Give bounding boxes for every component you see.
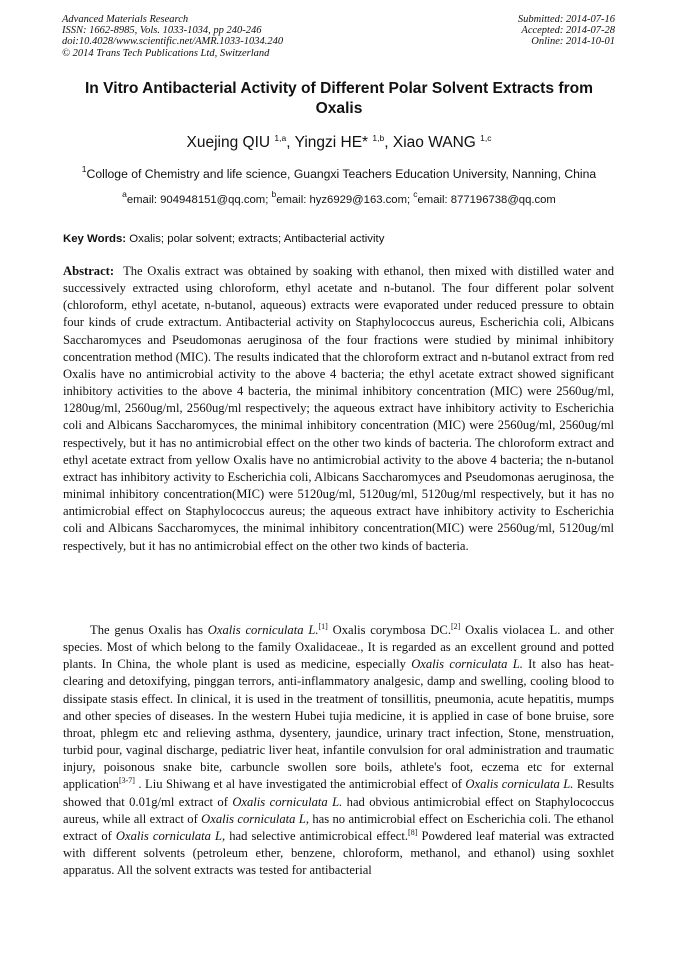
- body-text: Oxalis violacea L. and other species. Most of which belong to the family Oxalidaceae., It is regarded as an excellent ground and potted plants. In China, the whole plant is used as medicine, especially: [63, 623, 614, 672]
- author-name: Xiao WANG: [392, 134, 481, 151]
- author-name: Yingzi HE*: [294, 134, 373, 151]
- accepted-date: Accepted: 2014-07-28: [521, 25, 615, 37]
- keywords: [63, 232, 384, 247]
- email-mark: b: [271, 189, 277, 199]
- species-name: Oxalis corniculata L.: [465, 777, 574, 792]
- email-mark: c: [413, 189, 418, 199]
- issn-line: ISSN: 1662-8985, Vols. 1033-1034, pp 240-246: [62, 25, 262, 37]
- email-link[interactable]: email: 904948151@qq.com;: [126, 194, 272, 206]
- abstract-label: Abstract:: [63, 264, 115, 278]
- species-name: Oxalis corniculata L.: [411, 657, 523, 672]
- abstract: [63, 263, 618, 555]
- intro-paragraph: [63, 622, 614, 879]
- body-text: Results showed that 0.01g/ml extract of: [63, 777, 614, 809]
- keywords-text: Oxalis; polar solvent; extracts; Antibacterial activity: [126, 233, 385, 245]
- author-name: Xuejing QIU: [186, 134, 275, 151]
- author-affiliation-mark: 1,b: [372, 133, 385, 143]
- body-text: Powdered leaf material was extracted with different solvents (petroleum ether, benzene, chloroform, methanol, and ethanol) using soxhlet apparatus. All the solvent extracts was tested for antibacterial: [63, 828, 614, 878]
- body-text: Oxalis corymbosa DC.: [327, 623, 451, 637]
- doi-line: doi:10.4028/www.scientific.net/AMR.1033-1034.240: [62, 36, 284, 48]
- email-link[interactable]: email: 877196738@qq.com: [417, 194, 556, 206]
- species-name: Oxalis corniculata L.: [207, 623, 319, 637]
- author-list: [60, 134, 618, 152]
- dates-info: [518, 14, 615, 48]
- journal-name: Advanced Materials Research: [62, 14, 189, 25]
- paper-title: In Vitro Antibacterial Activity of Different Polar Solvent Extracts from Oxalis: [84, 80, 594, 117]
- body-text: had selective antimicrobical effect.: [225, 828, 409, 843]
- copyright-line: © 2014 Trans Tech Publications Ltd, Switzerland: [62, 47, 270, 59]
- citation-ref[interactable]: [2]: [450, 622, 461, 631]
- email-list: [60, 189, 618, 208]
- email-mark: a: [122, 189, 127, 199]
- body-text: . Liu Shiwang et al have investigated the antimicrobial effect of: [134, 777, 466, 792]
- keywords-label: Key Words:: [63, 233, 127, 245]
- species-name: Oxalis corniculata L,: [115, 828, 226, 843]
- author-separator: ,: [384, 134, 393, 151]
- author-affiliation-mark: 1,c: [480, 133, 492, 143]
- body-text: The genus Oxalis has: [90, 623, 208, 637]
- author-affiliation-mark: 1,a: [274, 133, 287, 143]
- email-link[interactable]: email: hyz6929@163.com;: [276, 194, 414, 206]
- affiliation: [60, 164, 618, 182]
- species-name: Oxalis corniculata L: [201, 811, 306, 826]
- citation-ref[interactable]: [3-7]: [118, 776, 135, 786]
- online-date: Online: 2014-10-01: [531, 36, 615, 48]
- affiliation-text: Colloge of Chemistry and life science, Guangxi Teachers Education University, Nanning, China: [86, 167, 597, 181]
- abstract-text: The Oxalis extract was obtained by soaking with ethanol, then mixed with distilled water and successively extracted using chloroform, ethyl acetate and n-butanol. The four different polar solvent (chloroform, ethyl acetate, n-butanol, aqueous) extracts were evaporated under reduced pressure to obtain four kinds of crude extractum. Antibacterial activity on Staphylococcus aureus, Escherichia coli, Albicans Saccharomyces and Pseudomonas aeruginosa of the four fractions were studied by minimal inhibitory concentration method (MIC). The results indicated that the chloroform extract and n-butanol extract from red Oxalis have no antimicrobial activity to the above 4 bacteria; the ethyl acetate extract showed significant inhibitory activities to the above 4 bacteria, the minimal inhibitory concentration (MIC) were 2560ug/ml, 1280ug/ml, 2560ug/ml, 2560ug/ml respectively; the aqueous extract have inhibitory activity to Escherichia coli and Albicans Saccharomyces, the minimal inhibitory concentration (MIC) were 2560ug/ml, 2560ug/ml respectively, but it has no antimicrobial effect on the other two kinds of bacteria. The chloroform extract and ethyl acetate extract from yellow Oxalis have no antimicrobial activity to the above 4 bacteria; the n-butanol extract has inhibitory activity to Escherichia coli, Albicans Saccharomyces and Pseudomonas aeruginosa, the minimal inhibitory concentration(MIC) were 5120ug/ml, 5120ug/ml, 5120ug/ml respectively, but it has no antimicrobial effect on Staphylococcus aureus; the aqueous extract have inhibitory activity to Escherichia coli and Albicans Saccharomyces, the minimal inhibitory concentration(MIC) were 2560ug/ml, 5120ug/ml respectively, but it has no antimicrobial effect on the other two kinds of bacteria.: [63, 264, 618, 553]
- submitted-date: Submitted: 2014-07-16: [517, 14, 615, 25]
- citation-ref[interactable]: [8]: [408, 827, 418, 837]
- journal-info: [62, 14, 283, 59]
- body-text: had obvious antimicrobial effect on Staphylococcus aureus, while all extract of: [63, 794, 614, 826]
- body-text: , has no antimicrobial effect on Escherichia coli. The ethanol extract of: [63, 811, 614, 843]
- affiliation-mark: 1: [81, 164, 87, 174]
- species-name: Oxalis corniculata L.: [232, 794, 343, 809]
- author-separator: ,: [286, 134, 295, 151]
- citation-ref[interactable]: [1]: [318, 622, 328, 631]
- body-text: It also has heat-clearing and detoxifying, pinggan terrors, anti-inflammatory analgesic, damp and swelling, cooling blood to dissipate stasis effect. In clinical, it is used in the treatment of tonsillitis, pneumonia, acute hepatitis, mumps and other species of diseases. In the western Hubei tujia medicine, it is applied in case of bone bruise, sore throat, phlegm etc and relieving asthma, dysentery, jaundice, urinary tract infection, Stone, menstruation, turbid pour, vaginal discharge, pediatric liver heat, infantile convulsion for oral administration and traumatic injury, poisonous snake bite, carbuncle swollen sore boils, athlete's foot, eczema etc for external application: [63, 657, 614, 792]
